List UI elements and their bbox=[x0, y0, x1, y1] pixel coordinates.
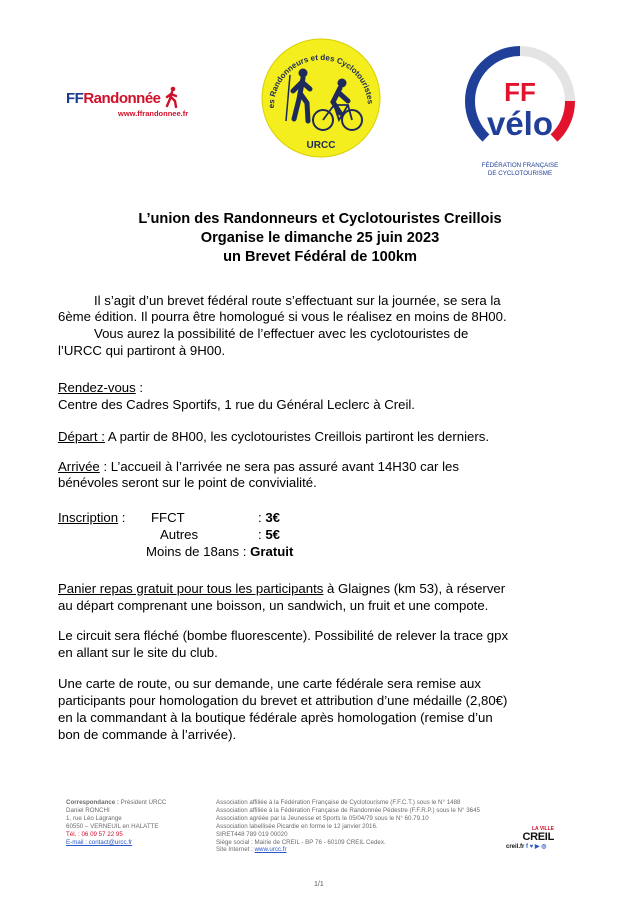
inscription-price: 5€ bbox=[265, 527, 280, 542]
creil-logo-name: CREIL bbox=[522, 831, 554, 843]
footer-affiliation-ffct: Association affiliée à la Fédération Française de Cyclotourisme (F.F.C.T.) sous le N° 1488 bbox=[216, 799, 461, 806]
depart-line bbox=[58, 428, 489, 445]
footer-street: 1, rue Léo Lagrange bbox=[66, 814, 122, 822]
inscription-row-autres-name: Autres bbox=[160, 527, 199, 542]
footer-siege: Siège social : Mairie de CREIL - BP 76 - 60109 CREIL Cedex. bbox=[216, 838, 386, 846]
creil-logo bbox=[506, 826, 554, 852]
inscription-row-ffct-price bbox=[258, 509, 280, 526]
page-number: 1/1 bbox=[314, 881, 324, 888]
rendezvous-suffix: : bbox=[135, 380, 144, 395]
title-line2: Organise le dimanche 25 juin 2023 bbox=[200, 230, 440, 246]
title-line1: L’union des Randonneurs et Cyclotouristes Creillois bbox=[138, 211, 502, 227]
circuit-line1: Le circuit sera fléché (bombe fluorescente). Possibilité de relever la trace gpx bbox=[58, 628, 509, 643]
panier-line2: au départ comprenant une boisson, un sandwich, un fruit et une compote. bbox=[58, 598, 489, 613]
footer-correspondance-label: Correspondance : bbox=[66, 799, 119, 806]
footer-email-label: E-mail bbox=[66, 838, 84, 846]
footer-affiliation-ffrp: Association affiliée à la Fédération Française de Randonnée Pédestre (F.F.R.P.) sous le N° 3645 bbox=[216, 806, 480, 814]
ffvelo-caption-line1: FÉDÉRATION FRANÇAISE bbox=[481, 162, 559, 169]
ffvelo-caption-line2: DE CYCLOTOURISME bbox=[487, 170, 553, 177]
footer-right bbox=[216, 799, 480, 854]
ffrandonnee-logo bbox=[66, 86, 206, 128]
arrivee-line1 bbox=[58, 458, 459, 475]
ffr-brand-name: Randonnée bbox=[83, 90, 161, 107]
ffr-brand-prefix: FF bbox=[66, 90, 84, 107]
inscription-sep: : bbox=[242, 544, 251, 559]
urcc-acronym: URCC bbox=[306, 140, 336, 151]
creil-logo-top: LA VILLE bbox=[531, 826, 554, 832]
creil-logo-url: creil.fr bbox=[506, 844, 525, 850]
footer-site-label: Site Internet : bbox=[216, 846, 255, 854]
inscription-row-autres-price bbox=[258, 526, 280, 543]
hiker-icon bbox=[164, 86, 180, 108]
inscription-sep: : bbox=[258, 510, 266, 525]
inscription-label: Inscription bbox=[58, 510, 119, 525]
inscription-label-wrap bbox=[58, 509, 125, 526]
footer-name: Daniel RONCHI bbox=[66, 806, 110, 814]
footer-left bbox=[66, 799, 166, 846]
depart-label: Départ : bbox=[58, 429, 105, 444]
intro-p2-line2: l’URCC qui partiront à 9H00. bbox=[58, 343, 226, 358]
ffr-url: www.ffrandonnee.fr bbox=[118, 109, 189, 118]
footer-email-link[interactable]: : contact@urcc.fr bbox=[83, 838, 133, 846]
title-line3: un Brevet Fédéral de 100km bbox=[223, 249, 417, 265]
footer-label: Association labellisée Picardie en forme le 12 janvier 2016. bbox=[216, 822, 378, 830]
inscription-sep: : bbox=[258, 527, 266, 542]
inscription-row-minors-name: Moins de 18ans bbox=[146, 544, 240, 559]
footer-city: 60550 – VERNEUIL en HALATTE bbox=[66, 822, 159, 830]
circuit-line2: en allant sur le site du club. bbox=[58, 645, 218, 660]
footer-agrement: Association agréée par la Jeunesse et Sports le 05/04/79 sous le N° 60.79.10 bbox=[216, 814, 429, 822]
ffvelo-logo bbox=[462, 43, 578, 188]
footer-correspondance-rest: Président URCC bbox=[118, 799, 167, 806]
rendezvous-address: Centre des Cadres Sportifs, 1 rue du Général Leclerc à Creil. bbox=[58, 397, 415, 412]
panier-text-line1: à Glaignes (km 53), à réserver bbox=[323, 581, 506, 596]
urcc-logo bbox=[260, 35, 382, 160]
intro-p1-line2: 6ème édition. Il pourra être homologué si vous le réalisez en moins de 8H00. bbox=[58, 309, 507, 324]
inscription-price: Gratuit bbox=[250, 544, 294, 559]
social-icons: f ♥ ▶ ◎ bbox=[526, 844, 547, 850]
intro-p2-line1: Vous aurez la possibilité de l’effectuer avec les cyclotouristes de bbox=[94, 326, 469, 341]
inscription-price: 3€ bbox=[265, 510, 280, 525]
carte-line3: en la commandant à la boutique fédérale après homologation (remise d’un bbox=[58, 710, 493, 725]
footer-phone: Tél. : 06 09 57 22 95 bbox=[66, 830, 123, 838]
carte-line4: bon de commande à l’arrivée). bbox=[58, 727, 237, 742]
carte-line1: Une carte de route, ou sur demande, une carte fédérale sera remise aux bbox=[58, 676, 481, 691]
carte-line2: participants pour homologation du brevet et attribution d’une médaille (2,80€) bbox=[58, 693, 508, 708]
intro-p1-line1: Il s’agit d’un brevet fédéral route s’effectuant sur la journée, se sera la bbox=[94, 293, 501, 308]
footer-siret: SIRET448 789 019 00020 bbox=[216, 830, 288, 838]
ffvelo-ff-text: FF bbox=[504, 77, 536, 107]
footer-site-link[interactable]: www.urcc.fr bbox=[254, 846, 287, 854]
arrivee-text-line1: : L’accueil à l’arrivée ne sera pas assuré avant 14H30 car les bbox=[103, 459, 459, 474]
inscription-row-minors bbox=[146, 543, 293, 560]
arrivee-label: Arrivée bbox=[58, 459, 100, 474]
depart-text: A partir de 8H00, les cyclotouristes Creillois partiront les derniers. bbox=[104, 429, 489, 444]
inscription-row-ffct-name: FFCT bbox=[151, 510, 185, 525]
inscription-suffix: : bbox=[118, 510, 126, 525]
panier-label: Panier repas gratuit pour tous les participants bbox=[58, 581, 324, 596]
urcc-ring-text: es Randonneurs et des Cyclotouristes bbox=[266, 52, 375, 109]
rendezvous-label: Rendez-vous bbox=[58, 380, 136, 395]
ffvelo-velo-text: vélo bbox=[486, 105, 554, 142]
panier-line1 bbox=[58, 580, 505, 597]
rendezvous-heading bbox=[58, 379, 143, 396]
arrivee-line2: bénévoles seront sur le point de convivialité. bbox=[58, 475, 317, 490]
